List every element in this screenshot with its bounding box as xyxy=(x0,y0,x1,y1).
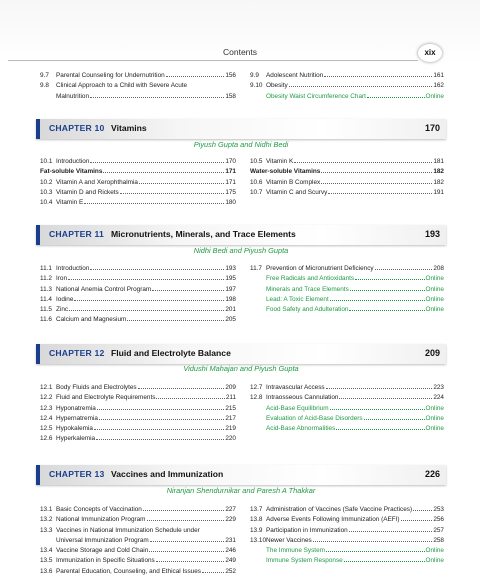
toc-subheading[interactable] xyxy=(40,167,236,177)
chapter-title: Fluid and Electrolyte Balance xyxy=(111,348,231,358)
header-rule xyxy=(8,60,418,61)
toc-entry-title-continued: Universal Immunization Program xyxy=(56,536,149,544)
chapter-authors: Vidushi Mahajan and Piyush Gupta xyxy=(183,364,299,373)
toc-entry-page: 201 xyxy=(225,306,236,314)
toc-entry-page: Online xyxy=(425,295,444,303)
toc-entry-page: Online xyxy=(425,414,444,422)
leader-dots xyxy=(355,279,424,280)
toc-column-left xyxy=(40,264,236,326)
leader-dots xyxy=(330,300,425,301)
leader-dots xyxy=(147,520,225,521)
leader-dots xyxy=(99,419,224,420)
toc-online-entry[interactable] xyxy=(250,285,444,295)
toc-entry-number: 12.3 xyxy=(40,404,53,412)
toc-entry-title: Participation in Immunization xyxy=(266,526,348,534)
leader-dots xyxy=(313,541,433,542)
toc-entry[interactable] xyxy=(250,81,444,91)
toc-entry-page: 195 xyxy=(225,275,236,283)
toc-entry-page: 224 xyxy=(433,394,444,402)
toc-entry-title: Vitamin K xyxy=(266,158,294,165)
chapter-label: CHAPTER 11 xyxy=(49,229,105,239)
toc-entry-number: 11.4 xyxy=(40,295,52,303)
toc-column-left xyxy=(40,71,236,102)
toc-entry-number: 9.9 xyxy=(250,72,259,79)
toc-entry-title-continued: Malnutrition xyxy=(56,92,90,100)
leader-dots xyxy=(349,310,424,311)
toc-entry-title: Immunization in Specific Situations xyxy=(56,557,155,565)
leader-dots xyxy=(344,561,425,562)
toc-column-right xyxy=(250,264,444,315)
toc-entry[interactable] xyxy=(250,383,444,393)
toc-entry-page: 252 xyxy=(225,567,236,575)
toc-entry-page: 198 xyxy=(225,295,236,303)
toc-entry-number: 13.9 xyxy=(250,526,263,534)
toc-entry-title: Hyperkalemia xyxy=(56,435,96,443)
leader-dots xyxy=(90,97,224,98)
toc-entry-title: National Anemia Control Program xyxy=(56,285,152,293)
chapter-page: 209 xyxy=(424,348,440,358)
toc-entry-line xyxy=(40,536,236,546)
toc-entry-page: 170 xyxy=(225,158,236,165)
toc-entry-title: Parental Counseling for Undernutrition xyxy=(56,72,165,79)
toc-entry[interactable] xyxy=(40,526,236,547)
toc-entry-page: 217 xyxy=(225,414,236,422)
leader-dots xyxy=(84,203,224,204)
toc-entry-title: Immune System Response xyxy=(266,557,343,565)
toc-entry-number: 13.3 xyxy=(40,526,53,534)
toc-entry-page: 180 xyxy=(225,199,236,207)
toc-entry-page: 208 xyxy=(433,265,444,272)
toc-entry-number: 12.8 xyxy=(250,394,263,402)
leader-dots xyxy=(202,572,224,573)
toc-entry[interactable] xyxy=(40,315,236,325)
toc-entry-page: 258 xyxy=(433,536,444,544)
toc-entry-page: 193 xyxy=(225,265,236,272)
toc-online-entry[interactable] xyxy=(250,424,444,434)
toc-entry-number: 13.1 xyxy=(40,506,53,513)
toc-entry-page: 219 xyxy=(225,425,236,433)
toc-entry[interactable] xyxy=(40,546,236,556)
leader-dots xyxy=(336,429,424,430)
leader-dots xyxy=(143,510,224,511)
leader-dots xyxy=(401,520,433,521)
toc-column-left xyxy=(40,157,236,208)
toc-entry[interactable] xyxy=(40,567,236,577)
leader-dots xyxy=(69,310,224,311)
leader-dots xyxy=(330,409,425,410)
toc-entry-page: Online xyxy=(425,557,444,565)
toc-entry[interactable] xyxy=(40,556,236,566)
toc-entry-title: Vitamin B Complex xyxy=(266,178,321,186)
chapter-title: Micronutrients, Minerals, and Trace Elements xyxy=(111,229,296,239)
leader-dots xyxy=(150,541,225,542)
toc-entry-page: Online xyxy=(425,285,444,293)
toc-entry-title: The Immune System xyxy=(266,547,325,555)
chapter-header[interactable] xyxy=(36,119,446,139)
toc-entry-title: Body Fluids and Electrolytes xyxy=(56,384,137,391)
toc-entry-title: Water-soluble Vitamins xyxy=(250,168,321,176)
toc-entry-title: Parental Education, Counseling, and Ethical Issues xyxy=(56,567,201,575)
toc-entry-number: 12.2 xyxy=(40,394,53,402)
toc-entry-title: Iron xyxy=(56,275,68,283)
toc-entry-line xyxy=(40,92,236,102)
toc-entry-title: Vaccine Storage and Cold Chain xyxy=(56,547,149,555)
toc-entry-title: Vitamin C and Scurvy xyxy=(266,188,328,196)
chapter-label: CHAPTER 12 xyxy=(49,348,105,358)
running-header-title: Contents xyxy=(222,47,258,57)
leader-dots xyxy=(324,76,432,77)
toc-column-right xyxy=(250,505,444,567)
toc-entry[interactable] xyxy=(250,71,444,81)
toc-entry-number: 10.2 xyxy=(40,178,53,186)
toc-entry-page: Online xyxy=(425,92,444,100)
chapter-title: Vaccines and Immunization xyxy=(111,469,224,479)
toc-column-right xyxy=(250,71,444,102)
leader-dots xyxy=(375,269,433,270)
toc-entry-title: Vitamin A and Xerophthalmia xyxy=(56,178,138,186)
leader-dots xyxy=(321,172,432,173)
toc-entry-title: Calcium and Magnesium xyxy=(56,316,127,324)
toc-entry-page: 197 xyxy=(225,285,236,293)
toc-entry-title: Intravascular Access xyxy=(266,384,325,391)
toc-entry-number: 9.10 xyxy=(250,82,263,90)
toc-online-entry[interactable] xyxy=(250,274,444,284)
toc-entry-page: 249 xyxy=(225,557,236,565)
toc-entry-page: 215 xyxy=(225,404,236,412)
toc-entry-number: 13.5 xyxy=(40,557,53,565)
toc-entry-title: Obesity Waist Circumference Chart xyxy=(266,92,366,100)
toc-entry[interactable] xyxy=(40,305,236,315)
toc-entry-number: 12.6 xyxy=(40,435,53,443)
toc-entry-page: 205 xyxy=(225,316,236,324)
toc-entry-page: Online xyxy=(425,547,444,555)
toc-entry[interactable] xyxy=(40,515,236,525)
leader-dots xyxy=(364,419,425,420)
leader-dots xyxy=(321,183,432,184)
toc-entry[interactable] xyxy=(40,264,236,274)
chapter-page: 226 xyxy=(424,469,440,479)
toc-entry[interactable] xyxy=(250,515,444,525)
toc-online-entry[interactable] xyxy=(250,404,444,414)
toc-entry[interactable] xyxy=(250,526,444,536)
leader-dots xyxy=(74,300,224,301)
toc-entry[interactable] xyxy=(40,434,236,444)
toc-entry-title: Lead: A Toxic Element xyxy=(266,295,329,303)
toc-entry-title: Newer Vaccines xyxy=(266,536,312,544)
toc-entry-number: 9.7 xyxy=(40,72,49,79)
toc-entry-title: Vitamin E xyxy=(56,199,84,207)
toc-entry[interactable] xyxy=(40,198,236,208)
leader-dots xyxy=(326,551,425,552)
toc-entry-page: 220 xyxy=(225,435,236,443)
leader-dots xyxy=(156,398,224,399)
leader-dots xyxy=(97,409,225,410)
toc-entry-number: 11.5 xyxy=(40,306,52,314)
toc-entry-page: 181 xyxy=(433,158,444,165)
toc-online-entry[interactable] xyxy=(250,556,444,566)
chapter-header[interactable] xyxy=(36,344,446,364)
toc-entry-page: 227 xyxy=(225,506,236,513)
toc-entry-page: 231 xyxy=(225,536,236,544)
toc-subheading[interactable] xyxy=(250,167,444,177)
toc-entry-title: Vaccines in National Immunization Schedule under xyxy=(56,526,200,534)
chapter-authors: Nidhi Bedi and Piyush Gupta xyxy=(193,246,289,255)
toc-online-entry[interactable] xyxy=(250,546,444,556)
leader-dots xyxy=(413,510,432,511)
toc-entry-page: Online xyxy=(425,404,444,412)
toc-entry-title: Adolescent Nutrition xyxy=(266,72,324,79)
toc-entry-line xyxy=(40,526,236,536)
toc-online-entry[interactable] xyxy=(250,295,444,305)
toc-entry-page: 211 xyxy=(225,394,236,402)
toc-entry-number: 10.1 xyxy=(40,158,53,165)
toc-entry[interactable] xyxy=(40,178,236,188)
toc-entry[interactable] xyxy=(250,505,444,515)
toc-entry-number: 10.7 xyxy=(250,188,263,196)
leader-dots xyxy=(326,388,433,389)
toc-entry[interactable] xyxy=(40,188,236,198)
leader-dots xyxy=(96,439,224,440)
leader-dots xyxy=(139,183,224,184)
toc-entry[interactable] xyxy=(250,393,444,403)
toc-entry[interactable] xyxy=(250,188,444,198)
toc-entry-number: 10.4 xyxy=(40,199,53,207)
toc-entry[interactable] xyxy=(250,264,444,274)
toc-entry-title: Hyponatremia xyxy=(56,404,96,412)
toc-entry-number: 11.6 xyxy=(40,316,52,324)
leader-dots xyxy=(149,551,224,552)
leader-dots xyxy=(350,290,425,291)
toc-entry-title: Obesity xyxy=(266,82,288,90)
toc-entry-number: 13.6 xyxy=(40,567,53,575)
page-number-badge: xix xyxy=(418,44,442,62)
leader-dots xyxy=(349,531,433,532)
leader-dots xyxy=(152,290,224,291)
toc-entry-page: 191 xyxy=(433,188,444,196)
toc-online-entry[interactable] xyxy=(250,305,444,315)
toc-entry-line xyxy=(40,81,236,91)
toc-entry-number: 13.7 xyxy=(250,506,263,513)
toc-entry-page: 161 xyxy=(433,72,444,79)
chapter-label: CHAPTER 10 xyxy=(49,123,105,133)
chapter-header[interactable] xyxy=(36,465,446,485)
toc-entry-title: Evaluation of Acid-Base Disorders xyxy=(266,414,363,422)
toc-entry-page: 229 xyxy=(225,516,236,524)
leader-dots xyxy=(339,398,432,399)
toc-entry-number: 12.5 xyxy=(40,425,53,433)
toc-entry-page: 175 xyxy=(225,188,236,196)
toc-entry-number: 13.2 xyxy=(40,516,53,524)
toc-entry[interactable] xyxy=(250,178,444,188)
toc-entry-title: Fat-soluble Vitamins xyxy=(40,168,103,176)
leader-dots xyxy=(166,76,225,77)
toc-entry-page: Online xyxy=(425,306,444,314)
toc-entry-title: Vitamin D and Rickets xyxy=(56,188,119,196)
toc-entry-page: 171 xyxy=(225,178,236,186)
chapter-title: Vitamins xyxy=(111,123,147,133)
leader-dots xyxy=(328,193,432,194)
toc-entry-number: 11.3 xyxy=(40,285,52,293)
toc-entry-title: Zinc xyxy=(56,306,69,314)
toc-entry-page: 158 xyxy=(225,92,236,100)
toc-entry-title: Hypokalemia xyxy=(56,425,93,433)
toc-entry[interactable] xyxy=(40,393,236,403)
chapter-page: 170 xyxy=(424,123,440,133)
toc-entry-number: 12.4 xyxy=(40,414,53,422)
leader-dots xyxy=(68,279,224,280)
toc-entry-title: Free Radicals and Antioxidants xyxy=(266,275,355,283)
toc-entry[interactable] xyxy=(40,157,236,167)
toc-entry-page: 171 xyxy=(225,168,236,176)
toc-entry-title: Minerals and Trace Elements xyxy=(266,285,349,293)
toc-entry[interactable] xyxy=(40,274,236,284)
toc-online-entry[interactable] xyxy=(250,92,444,102)
toc-entry-title: Adverse Events Following Immunization (AEFI) xyxy=(266,516,400,524)
toc-entry-page: 209 xyxy=(225,384,236,391)
toc-entry-page: 162 xyxy=(433,82,444,90)
chapter-authors: Piyush Gupta and Nidhi Bedi xyxy=(193,140,289,149)
leader-dots xyxy=(90,269,224,270)
toc-entry[interactable] xyxy=(40,424,236,434)
chapter-authors: Niranjan Shendurnikar and Paresh A Thakkar xyxy=(166,486,316,495)
chapter-header[interactable] xyxy=(36,225,446,245)
toc-entry-title: Iodine xyxy=(56,295,74,303)
toc-column-left xyxy=(40,383,236,445)
toc-entry-title: Administration of Vaccines (Safe Vaccine Practices) xyxy=(266,506,413,513)
toc-entry-title: Prevention of Micronutrient Deficiency xyxy=(266,265,374,272)
toc-entry-page: 182 xyxy=(433,168,444,176)
toc-entry-number: 12.7 xyxy=(250,384,263,391)
toc-entry-number: 13.8 xyxy=(250,516,263,524)
leader-dots xyxy=(120,193,225,194)
toc-entry[interactable] xyxy=(40,285,236,295)
toc-entry-number: 11.2 xyxy=(40,275,52,283)
toc-entry-title: Food Safety and Adulteration xyxy=(266,306,349,314)
toc-entry[interactable] xyxy=(40,505,236,515)
toc-entry-page: Online xyxy=(425,425,444,433)
toc-entry-page: Online xyxy=(425,275,444,283)
leader-dots xyxy=(156,561,225,562)
toc-column-left xyxy=(40,505,236,577)
toc-entry-number: 10.3 xyxy=(40,188,53,196)
leader-dots xyxy=(289,86,433,87)
toc-entry-title: Acid-Base Abnormalities xyxy=(266,425,336,433)
toc-entry-page: 257 xyxy=(433,526,444,534)
toc-entry[interactable] xyxy=(40,414,236,424)
toc-entry-title: Introduction xyxy=(56,158,90,165)
toc-entry-page: 246 xyxy=(225,547,236,555)
toc-entry-number: 13.10 xyxy=(250,536,266,544)
toc-entry-title: Hypernatremia xyxy=(56,414,98,422)
toc-entry-page: 253 xyxy=(433,506,444,513)
leader-dots xyxy=(138,388,225,389)
toc-entry[interactable] xyxy=(40,383,236,393)
toc-entry[interactable] xyxy=(40,295,236,305)
chapter-label: CHAPTER 13 xyxy=(49,469,105,479)
toc-entry-page: 223 xyxy=(433,384,444,391)
toc-entry-number: 13.4 xyxy=(40,547,53,555)
toc-entry[interactable] xyxy=(40,71,236,81)
toc-entry[interactable] xyxy=(40,404,236,414)
toc-entry-number: 11.1 xyxy=(40,265,52,272)
toc-entry[interactable] xyxy=(250,157,444,167)
toc-entry-title: Intraosseous Cannulation xyxy=(266,394,339,402)
leader-dots xyxy=(103,172,224,173)
toc-entry-number: 9.8 xyxy=(40,82,49,90)
toc-entry-number: 12.1 xyxy=(40,384,53,391)
leader-dots xyxy=(367,97,425,98)
toc-entry-number: 10.5 xyxy=(250,158,263,165)
leader-dots xyxy=(90,162,224,163)
toc-entry-title: Acid-Base Equilibrium xyxy=(266,404,329,412)
leader-dots xyxy=(94,429,224,430)
toc-column-right xyxy=(250,383,444,434)
leader-dots xyxy=(294,162,432,163)
toc-online-entry[interactable] xyxy=(250,414,444,424)
toc-entry[interactable] xyxy=(250,536,444,546)
toc-entry-title: Fluid and Electrolyte Requirements xyxy=(56,394,156,402)
toc-entry-title: National Immunization Program xyxy=(56,516,146,524)
toc-entry-page: 156 xyxy=(225,72,236,79)
toc-entry-number: 11.7 xyxy=(250,265,262,272)
toc-entry-page: 256 xyxy=(433,516,444,524)
chapter-page: 193 xyxy=(424,229,440,239)
toc-entry-title: Basic Concepts of Vaccination xyxy=(56,506,142,513)
toc-entry-title: Introduction xyxy=(56,265,90,272)
toc-entry-title: Clinical Approach to a Child with Severe Acute xyxy=(56,82,188,90)
leader-dots xyxy=(127,320,224,321)
toc-entry-page: 182 xyxy=(433,178,444,186)
toc-entry-number: 10.6 xyxy=(250,178,263,186)
toc-entry[interactable] xyxy=(40,81,236,102)
toc-column-right xyxy=(250,157,444,198)
